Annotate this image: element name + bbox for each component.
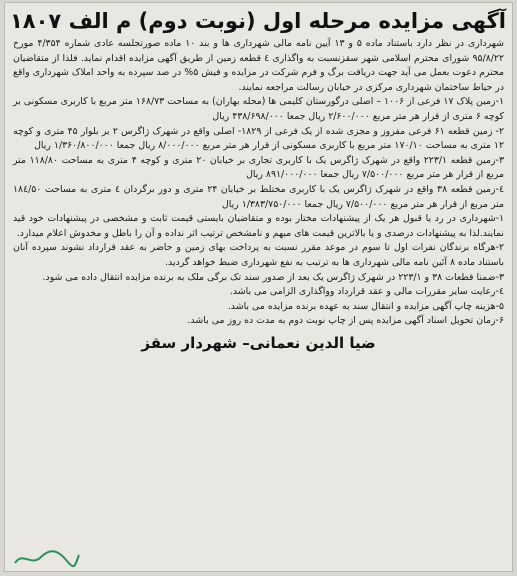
condition-6: ۶-زمان تحویل اسناد آگهی مزایده پس از چاپ نوبت دوم به مدت ده روز می باشد.: [187, 315, 504, 327]
intro-paragraph: شهرداری در نظر دارد باستناد ماده ۵ و ۱۳ آیین نامه مالی شهرداری ها و بند ۱۰ ماده صورتجلسه عادی شماره ۴/۳۵۴ مورخ ۹۵/۸/۲۲ شورای محترم اسلامی شهر سقزنسبت به واگذاری ٤ قطعه زمین از طریق آگهی مزایده اقدام نماید. فلذا از متقاضیان محترم دعوت بعمل می آید جهت دریافت برگ و فرم شرکت در مزایده و فیش ۵% در صد سپرده به واحد املاک شهرداری واقع در حیاط ساختمان شهرداری مرکزی در خیابان رسالت مراجعه نمایند.: [13, 38, 505, 93]
condition-2: ۲-هرگاه برندگان نفرات اول تا سوم در موعد مقرر نسبت به پرداخت بهای زمین و حاضر به عقد قرارداد نشوند سپرده آنان باستناد ماده ۸ آئین نامه مالی شهرداری ها به ترتیب به نفع شهرداری ضبط خواهد گردید.: [13, 242, 504, 268]
notice-body: [13, 37, 504, 329]
condition-3: ۳-ضمنا قطعات ۳۸ و ۲۲۳/۱ در شهرک ژاگرس یک بعد از صدور سند تک برگی ملک به برنده مزایده انتقال داده می شود.: [42, 271, 504, 283]
land-item-4: ٤-زمین قطعه ۳۸ واقع در شهرک ژاگرس یک با کاربری مختلط بر خیابان ۲۴ متری و دور برگردان ٤ متری به مساحت ۱۸٤/۵۰ متر مربع از قرار هر متر مربع ۷/۵۰۰/۰۰۰ ریال جمعا ۱/۳۸۳/۷۵۰/۰۰۰ ریال: [13, 183, 504, 210]
handwritten-mark: [11, 547, 81, 569]
condition-1: ۱-شهرداری در رد یا قبول هر یک از پیشنهادات مختار بوده و متقاضیان بایستی قیمت ثابت و مشخصی در پیشنهادات خود قید نمایند.لذا به پیشنهادات درصدی و یا بالاترین قیمت های مبهم و نامشخص ترتیب اثر نداده و آن را باطل و مخدوش اعلام میدارد.: [13, 213, 504, 239]
notice-title: آگهی مزایده مرحله اول (نوبت دوم) م الف ۱۸۰۷: [9, 9, 506, 33]
land-item-3: ۳-زمین قطعه ۲۲۳/۱ واقع در شهرک ژاگرس یک با کاربری تجاری بر خیابان ۲۰ متری و کوچه ۴ متری به مساحت ۱۱۸/۸۰ متر مربع از قرار هر متر مربع ۷/۵۰۰/۰۰۰ ریال جمعا ۸۹۱/۰۰۰/۰۰۰ ریال: [13, 154, 504, 181]
land-item-2: ۲- زمین قطعه ۶۱ فرعی مفروز و مجزی شده از یک فرعی از ۱۸۲۹- اصلی واقع در شهرک ژاگرس ۲ بر بلوار ۴۵ متری و کوچه ۱۲ متری به مساحت ۱۷۰/۱۰ متر مربع با کاربری مسکونی از قرار هر متر مربع ۸/۰۰۰/۰۰۰ ریال جمعا ۱/۳۶۰/۸۰۰/۰۰۰ ریال: [13, 125, 504, 152]
condition-4: ٤-رعایت سایر مقررات مالی و عقد قرارداد وواگذاری الزامی می باشد.: [229, 286, 504, 298]
signature: ضیا الدین نعمانی– شهردار سقز: [141, 333, 376, 352]
notice-page: [4, 2, 513, 572]
condition-5: ۵-هزینه چاپ آگهی مزایده و انتقال سند به عهده برنده مزایده می باشد.: [227, 300, 504, 312]
land-item-1: ۱-زمین پلاک ۱۷ فرعی از ۱۰۰۶ – اصلی درگورستان کلیمی ها (محله بهاران) به مساحت ۱۶۸/۷۳ متر مربع با کاربری مسکونی بر کوچه ۶ متری از قرار هر متر مربع ۲/۶۰۰/۰۰۰ ریال جمعا ۴۳۸/۶۹۸/۰۰۰ ریال: [13, 96, 504, 122]
